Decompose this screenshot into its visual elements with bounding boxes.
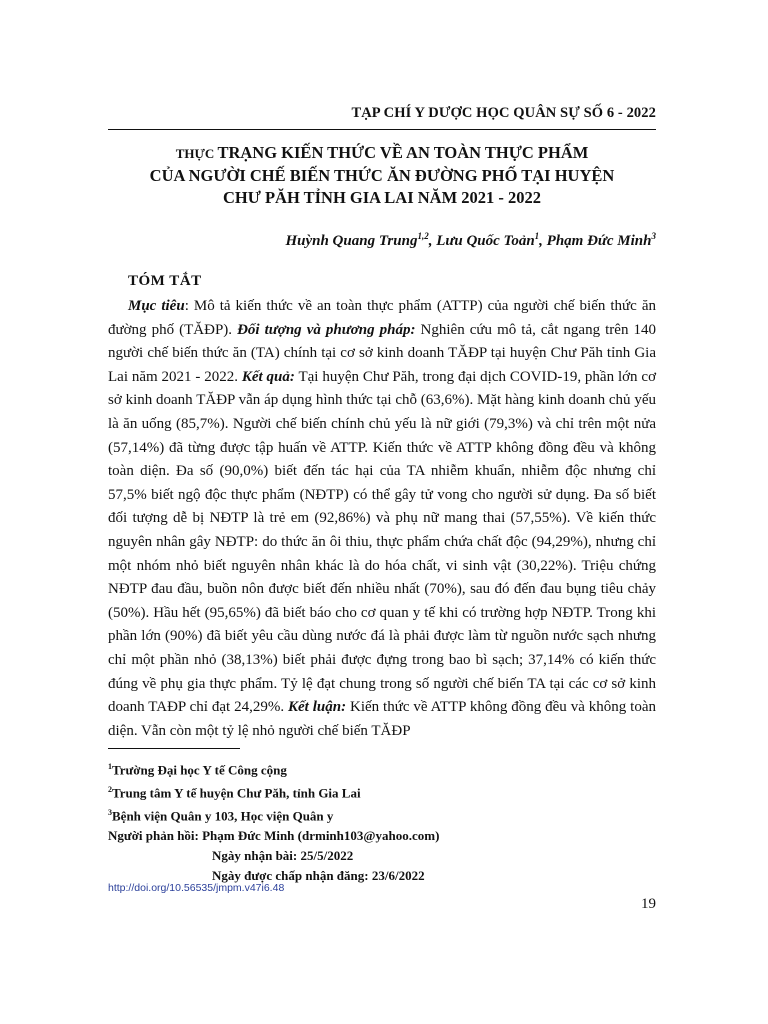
footnote-text: Trung tâm Y tế huyện Chư Păh, tỉnh Gia Lai [112, 785, 361, 801]
author-name: Huỳnh Quang Trung [285, 233, 418, 249]
header-rule [108, 129, 656, 130]
author-affiliation-mark: 1,2 [417, 231, 429, 241]
author-list [285, 231, 656, 250]
label-conclusion: Kết luận: [287, 699, 347, 716]
results-text: Tại huyện Chư Păh, trong đại dịch COVID-19, phần lớn cơ sở kinh doanh TĂĐP vẫn áp dụng hình thức tại chỗ (63,6%). Mặt hàng kinh doanh chủ yếu là ăn uống (85,7%). Người chế biến chính chủ yếu là nữ giới (79,3%) và chỉ trên một nửa (57,14%) đã từng được tập huấn về ATTP. Kiến thức về ATTP không đồng đều và không toàn diện. Đa số (90,0%) biết đến tác hại của TA nhiễm khuẩn, nhiễm độc nhưng chỉ 57,5% biết ngộ độc thực phẩm (NĐTP) có thể gây tử vong cho người sử dụng. Đa số biết đối tượng dễ bị NĐTP là trẻ em (92,86%) và phụ nữ mang thai (57,55%). Về kiến thức nguyên nhân gây NĐTP: do thức ăn ôi thiu, thực phẩm chứa chất độc (94,29%), nhưng chỉ một nhóm nhỏ biết nguyên nhân khác là do hóa chất, vi sinh vật (30,22%). Triệu chứng NĐTP đau đầu, buồn nôn được biết đến nhiều nhất (70%), sau đó đến đau bụng tiêu chảy (50%). Hầu hết (95,65%) đã biết báo cho cơ quan y tế khi có trường hợp NĐTP. Trong khi phần lớn (90%) đã biết yêu cầu dùng nước đá là phải được làm từ nguồn nước sạch nhưng chỉ một phần nhỏ (38,13%) biết phải được đựng trong bao bì sạch; 37,14% có kiến thức đúng về phụ gia thực phẩm. Tỷ lệ đạt chung trong số người chế biến TA tại các cơ sở kinh doanh TAĐP chỉ đạt 24,29%. [108, 368, 656, 716]
author-affiliation-mark: 3 [651, 231, 656, 241]
title-line-3: CHƯ PĂH TỈNH GIA LAI NĂM 2021 - 2022 [222, 188, 542, 207]
footnote-accepted-date: Ngày được chấp nhận đăng: 23/6/2022 [212, 867, 425, 883]
footnotes [108, 757, 656, 886]
footnote-mark: 3 [108, 808, 112, 818]
footnote-correspondent: Người phản hồi: Phạm Đức Minh (drminh103@yahoo.com) [108, 828, 440, 844]
doi-link[interactable]: http://doi.org/10.56535/jmpm.v47i6.48 [108, 882, 285, 894]
label-objective: Mục tiêu [128, 298, 185, 314]
author-name: Lưu Quốc Toản [436, 233, 535, 249]
footnote-affiliation-2 [108, 780, 656, 803]
journal-header [108, 105, 656, 135]
conclusion-text: Kiến thức về ATTP không đồng đều và không toàn diện. Vẫn còn một tỷ lệ nhỏ người chế biến TĂĐP [108, 699, 656, 739]
abstract-body [108, 295, 656, 743]
footnote-divider [108, 748, 240, 749]
title-lead: THỰC [175, 146, 218, 161]
author-separator: , [539, 233, 547, 249]
objective-colon: : [184, 298, 194, 314]
author-name: Phạm Đức Minh [546, 233, 652, 249]
objective-text: Mô tả kiến thức về an toàn thực phẩm (ATTP) của người chế biến thức ăn đường phố (TĂĐP). [108, 298, 656, 338]
page-number: 19 [641, 896, 656, 912]
title-line-1-rest: TRẠNG KIẾN THỨC VỀ AN TOÀN THỰC PHẨM [217, 143, 589, 162]
footnote-text: Bệnh viện Quân y 103, Học viện Quân y [112, 808, 334, 824]
methods-text: Nghiên cứu mô tả, cắt ngang trên 140 người chế biến thức ăn (TA) chính tại cơ sở kinh doanh TĂĐP tại huyện Chư Păh tỉnh Gia Lai năm 2021 - 2022. [108, 321, 656, 385]
footnote-received-date: Ngày nhận bài: 25/5/2022 [212, 848, 354, 864]
footnote-affiliation-3 [108, 803, 656, 826]
footnote-affiliation-1 [108, 757, 656, 780]
author-separator: , [428, 233, 437, 249]
label-methods: Đối tượng và phương pháp: [237, 321, 416, 338]
footnote-text: Trường Đại học Y tế Công cộng [112, 762, 287, 778]
author-affiliation-mark: 1 [534, 231, 540, 241]
abstract-heading: TÓM TẮT [128, 273, 202, 289]
article-title [108, 142, 656, 209]
footnote-mark: 2 [108, 785, 112, 795]
title-line-2: CỦA NGƯỜI CHẾ BIẾN THỨC ĂN ĐƯỜNG PHỐ TẠI HUYỆN [149, 166, 615, 185]
title-line-1 [108, 142, 656, 165]
footnote-mark: 1 [108, 762, 112, 771]
label-results: Kết quả: [241, 368, 295, 385]
journal-header-text: TẠP CHÍ Y DƯỢC HỌC QUÂN SỰ SỐ 6 - 2022 [351, 105, 656, 121]
